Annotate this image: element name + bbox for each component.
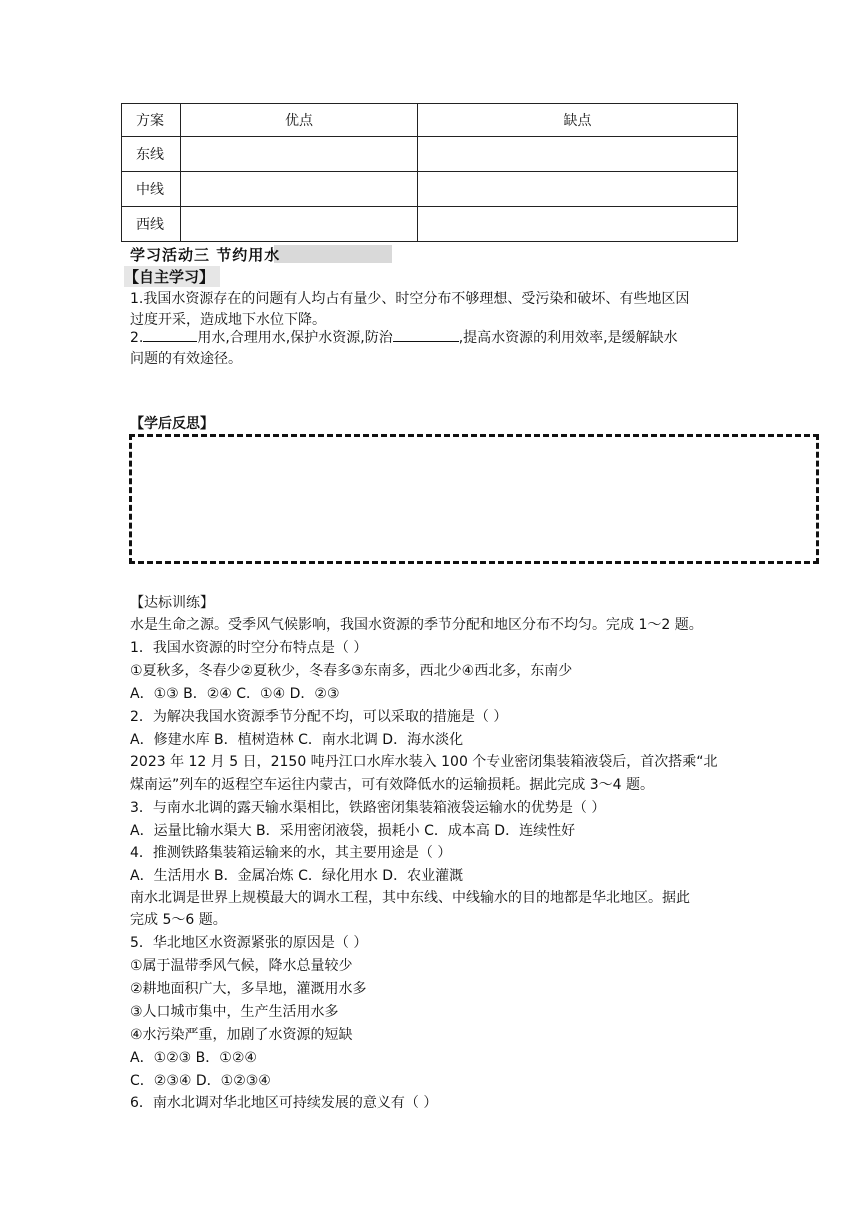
fill-blank-1[interactable] xyxy=(143,327,197,342)
table-header-row xyxy=(122,104,738,137)
paragraph-2-text-a: 用水,合理用水,保护水资源,防治 xyxy=(197,330,393,346)
table-cell-cons xyxy=(418,172,738,207)
table-header-plan: 方案 xyxy=(122,104,181,137)
exercise-line: 3．与南水北调的露天输水渠相比，铁路密闭集装箱液袋运输水的优势是（ ） xyxy=(130,800,606,816)
table-row xyxy=(122,137,738,172)
plans-table xyxy=(121,103,738,242)
table-cell-cons xyxy=(418,207,738,242)
self-study-title: 【自主学习】 xyxy=(124,266,220,287)
exercise-line: 1．我国水资源的时空分布特点是（ ） xyxy=(130,640,368,656)
paragraph-2-line-1 xyxy=(130,327,734,349)
exercise-line: ①属于温带季风气候，降水总量较少 xyxy=(130,958,353,974)
table-cell-plan: 西线 xyxy=(122,207,181,242)
exercise-line: ④水污染严重，加剧了水资源的短缺 xyxy=(130,1027,353,1043)
exercise-line: 完成 5～6 题。 xyxy=(130,912,227,928)
exercise-line: 2023 年 12 月 5 日，2150 吨丹江口水库水装入 100 个专业密闭集装箱液袋后，首次搭乘“北 xyxy=(130,754,718,770)
exercise-line: 4．推测铁路集装箱运输来的水，其主要用途是（ ） xyxy=(130,845,452,861)
paragraph-2-line-2: 问题的有效途径。 xyxy=(130,351,242,367)
exercise-line: 水是生命之源。受季风气候影响，我国水资源的季节分配和地区分布不均匀。完成 1～2 题。 xyxy=(130,617,703,633)
table-cell-pros xyxy=(181,172,418,207)
paragraph-2 xyxy=(130,327,734,370)
paragraph-1-line-1: 1.我国水资源存在的问题有人均占有量少、时空分布不够理想、受污染和破坏、有些地区因 xyxy=(130,291,690,307)
fill-blank-2[interactable] xyxy=(393,327,459,342)
table-cell-plan: 中线 xyxy=(122,172,181,207)
exercise-line: 南水北调是世界上规模最大的调水工程，其中东线、中线输水的目的地都是华北地区。据此 xyxy=(130,890,690,906)
exercise-line: ③人口城市集中，生产生活用水多 xyxy=(130,1004,339,1020)
exercise-line: A．修建水库 B．植树造林 C．南水北调 D．海水淡化 xyxy=(130,732,464,748)
table-cell-plan: 东线 xyxy=(122,137,181,172)
exercise-line: ①夏秋多，冬春少②夏秋少，冬春多③东南多，西北少④西北多，东南少 xyxy=(130,663,573,679)
exercise-line: A．运量比输水渠大 B．采用密闭液袋，损耗小 C．成本高 D．连续性好 xyxy=(130,823,576,839)
paragraph-1-line-2: 过度开采，造成地下水位下降。 xyxy=(130,312,326,328)
exercise-line: 6．南水北调对华北地区可持续发展的意义有（ ） xyxy=(130,1095,438,1111)
exercise-line: C．②③④ D．①②③④ xyxy=(130,1073,271,1089)
table-cell-pros xyxy=(181,207,418,242)
table-header-pros: 优点 xyxy=(181,104,418,137)
exercises-title: 【达标训练】 xyxy=(130,595,214,611)
reflection-box[interactable] xyxy=(129,434,819,564)
table-cell-cons xyxy=(418,137,738,172)
paragraph-1 xyxy=(130,289,734,331)
paragraph-2-number: 2. xyxy=(130,330,144,346)
exercise-line: 煤南运”列车的返程空车运往内蒙古，可有效降低水的运输损耗。据此完成 3～4 题。 xyxy=(130,777,654,793)
table-row xyxy=(122,172,738,207)
table-cell-pros xyxy=(181,137,418,172)
exercise-line: 2．为解决我国水资源季节分配不均，可以采取的措施是（ ） xyxy=(130,709,508,725)
paragraph-2-text-b: ,提高水资源的利用效率,是缓解缺水 xyxy=(458,330,678,346)
table-header-cons: 缺点 xyxy=(418,104,738,137)
exercise-line: A．①②③ B．①②④ xyxy=(130,1050,257,1066)
exercise-line: A．生活用水 B．金属冶炼 C．绿化用水 D．农业灌溉 xyxy=(130,868,464,884)
table-row xyxy=(122,207,738,242)
exercise-line: 5．华北地区水资源紧张的原因是（ ） xyxy=(130,935,368,951)
exercise-line: A．①③ B．②④ C．①④ D．②③ xyxy=(130,686,340,702)
exercise-line: ②耕地面积广大，多旱地，灌溉用水多 xyxy=(130,981,367,997)
activity-heading: 学习活动三 节约用水 xyxy=(130,246,281,264)
reflection-title: 【学后反思】 xyxy=(130,416,214,432)
